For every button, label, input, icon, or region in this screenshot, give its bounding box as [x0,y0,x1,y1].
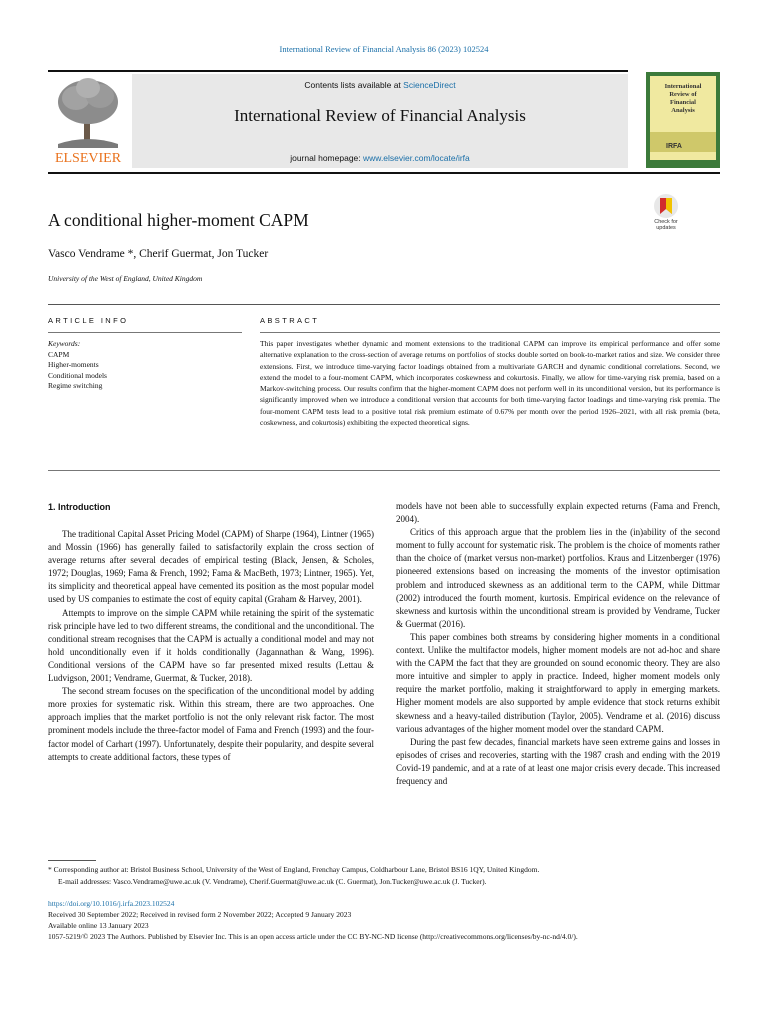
article-authors[interactable]: Vasco Vendrame *, Cherif Guermat, Jon Tucker [48,248,269,260]
keyword-item: CAPM [48,349,70,359]
keyword-item: Regime switching [48,381,103,390]
abstract-bottom-rule [48,470,720,471]
available-online: Available online 13 January 2023 [48,921,149,930]
svg-text:Check for: Check for [654,219,678,225]
body-paragraph: models have not been able to successfully explain expected returns (Fama and French, 2004). [396,501,720,525]
body-paragraph: Attempts to improve on the simple CAPM while retaining the spirit of the systematic risk principle have led to two different streams, the conditional and the unconditional. The conditional stream recognises that the CAPM is actually a conditional model and may not hold unconditionally even if it holds conditionally (Jagannathan & Wang, 1996). Conditional versions of the CAPM have so far presented mixed results (Lettau & Ludvigson, 2001; Vendrame, Guermat, & Tucker, 2018). [48,607,374,684]
corresponding-author-note: * Corresponding author at: Bristol Business School, University of the West of England, Frenchay Campus, Coldharbour Lane, Bristol BS16 1QY, United Kingdom. [48,865,540,874]
footnotes [48,864,720,888]
journal-title: International Review of Financial Analysis [234,106,526,125]
article-metadata [48,898,720,942]
contents-line [132,80,628,90]
elsevier-logo-text: ELSEVIER [54,151,122,166]
license-statement: 1057-5219/© 2023 The Authors. Published by Elsevier Inc. This is an open access article under the CC BY-NC-ND license (http://creativecommons.org/licenses/by-nc-nd/4.0/). [48,932,578,941]
svg-text:updates: updates [656,225,676,231]
body-paragraph: The second stream focuses on the specification of the unconditional model by adding more proxies for systematic risk. Within this stream, there are two approaches. One approach implies that the market portfolio is not the only relevant risk factor. The most prominent models include the three-factor model of Fama and French (1993) and the four-factor model of Carhart (1997). Unfortunately, despite their popularity, and despite several attempts to create additional factors, these types of [48,686,374,762]
homepage-link[interactable]: www.elsevier.com/locate/irfa [363,153,470,163]
body-paragraph: Critics of this approach argue that the problem lies in the (in)ability of the second moment to fully account for systematic risk. The problem is the choice of moments rather than the choice of (market versus non-market) portfolios. Kraus and Litzenberger (1976) pioneered extensions based on increasing the moments of the investor optimisation problem and introduced skewness as an additional term to the CAPM, while Dittmar (2002) introduced the fourth moment, kurtosis. Empirical evidence on the relevance of skewness and kurtosis within the unconditional stream is provided by Vendrame, Tucker & Guermat (2016). [396,527,720,629]
author-affiliation: University of the West of England, United Kingdom [48,274,203,283]
doi-link[interactable]: https://doi.org/10.1016/j.irfa.2023.102524 [48,899,175,908]
svg-text:International: International [664,83,702,90]
article-info-heading: ARTICLE INFO [48,316,129,325]
header-rule [48,70,628,72]
keyword-item: Conditional models [48,370,107,380]
svg-text:IRFA: IRFA [666,143,682,150]
email-addresses[interactable]: E-mail addresses: Vasco.Vendrame@uwe.ac.uk (V. Vendrame), Cherif.Guermat@uwe.ac.uk (C. Guermat), Jon.Tucker@uwe.ac.uk (J. Tucker). [58,877,487,886]
journal-cover-image[interactable] [646,72,720,168]
received-dates: Received 30 September 2022; Received in revised form 2 November 2022; Accepted 9 January 2023 [48,910,352,919]
contents-prefix: Contents lists available at [304,80,404,90]
keywords-label: Keywords: [48,339,81,348]
svg-text:Financial: Financial [669,99,697,106]
article-info-rule [48,332,242,333]
footnote-rule [48,860,96,861]
sciencedirect-link[interactable]: ScienceDirect [403,80,456,90]
homepage-prefix: journal homepage: [290,153,363,163]
svg-text:Analysis: Analysis [671,107,695,114]
journal-homepage [132,153,628,163]
body-paragraph: This paper combines both streams by considering higher moments in a conditional context. Unlike the multifactor models, higher moment models are not ad-hoc and share with the CAPM the fact that they are grounded on sound economic theory. They are also more intuitive and simpler to apply in practice. Indeed, higher moment models only require the market portfolio, making it straightforward to apply in emerging markets. Higher moment models are also supported by ample evidence that stock returns exhibit skewness and a heavy-tailed distribution (Taylor, 2005). Vendrame et al. (2016) discuss various advantages of the higher moment model over the standard CAPM. [396,631,720,734]
elsevier-logo[interactable] [48,74,128,166]
body-paragraph: During the past few decades, financial markets have seen extreme gains and losses in episodes of crises and recoveries, starting with the 1987 crash and ending with the 2019 Covid-19 pandemic, and at a rate of at least one major crisis every decade. This increased frequency and [396,736,720,786]
body-column-right [396,500,720,788]
article-title: A conditional higher-moment CAPM [48,210,309,230]
abstract-heading: ABSTRACT [260,316,320,325]
body-paragraph: The traditional Capital Asset Pricing Model (CAPM) of Sharpe (1964), Lintner (1965) and Mossin (1966) has generally failed to satisfactorily explain the cross section of average returns after several decades of empirical testing (Black, Jensen, & Scholes, 1972; Douglas, 1969; Fama & French, 1992; Fama & MacBeth, 1973; Lintner, 1965). Yet, its simplicity and theoretical appeal have cemented its position as the most popular model used by US companies to estimate the cost of equity capital (Graham & Harvey, 2001). [48,529,374,605]
check-for-updates-badge[interactable] [646,192,686,232]
keyword-item: Higher-moments [48,360,99,369]
abstract-rule [260,332,720,333]
journal-reference[interactable]: International Review of Financial Analysis 86 (2023) 102524 [279,44,489,54]
keywords-block [48,339,242,392]
abstract-text: This paper investigates whether dynamic and moment extensions to the traditional CAPM can improve its empirical performance and offer some alternative explanation to the cross-section of average returns on portfolios of stocks double sorted on book-to-market ratios and size. We consider three extensions. First, we introduce time-varying factor loadings obtained from a multivariate GARCH and dynamic conditional correlations. Second, we extend the model to a four-moment CAPM, which incorporates coskewness and cokurtosis. Finally, we allow for time-varying risk premia, based on a Markov-switching process. Our results confirm that the higher-moment CAPM does not perform well in its unconditional version, but its performance is significantly improved when we introduce a conditional version that accounts for both time-varying factor loadings and time-varying risk premia. The four-moment CAPM tests lead to a positive total risk premium estimate of 0.67% per month over the period 1926–2021, with all risk premia (beta, coskewness, and cokurtosis) exhibiting the expected theoretical signs. [260,339,720,428]
section-heading-introduction: 1. Introduction [48,502,111,512]
section-rule [48,304,720,305]
body-column-left [48,528,374,764]
svg-text:Review of: Review of [669,91,697,98]
header-bottom-rule [48,172,720,174]
